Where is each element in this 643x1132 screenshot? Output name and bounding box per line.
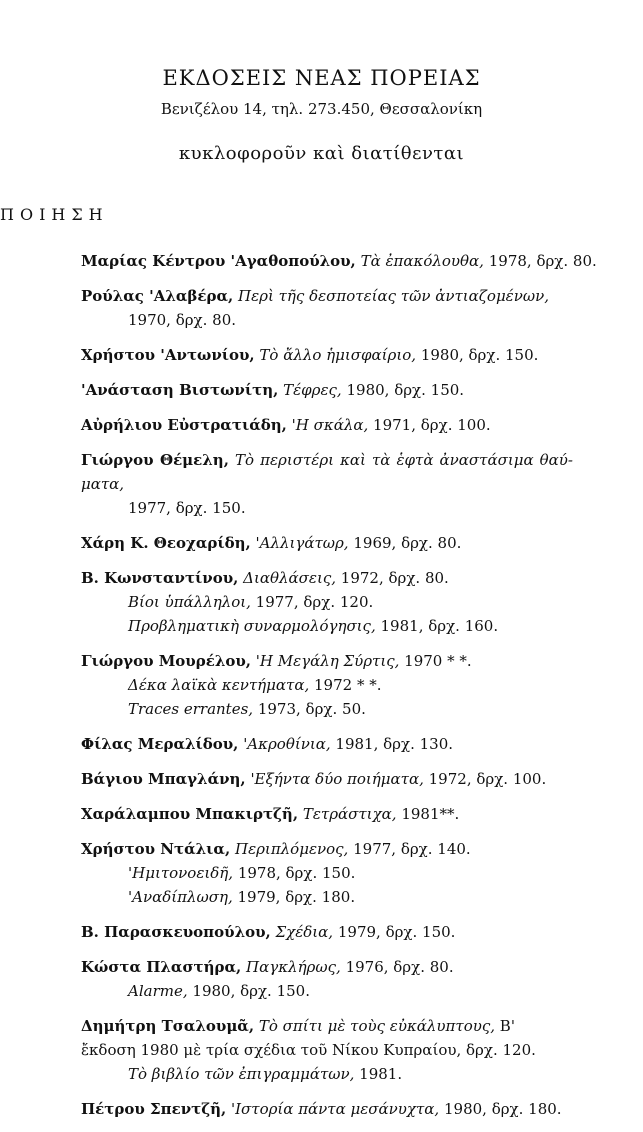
list-item	[81, 920, 573, 944]
entry-line	[81, 697, 573, 721]
book-details: 1976, δρχ. 80.	[345, 958, 454, 976]
entry-line	[81, 673, 573, 697]
author-name: Χρήστου Ντάλια,	[81, 840, 231, 858]
publisher-address: Βενιζέλου 14, τηλ. 273.450, Θεσσαλονίκη	[160, 100, 483, 118]
book-details: 1972 * *.	[314, 676, 382, 694]
book-title: Τὸ περιστέρι καὶ τὰ ἑφτὰ ἀναστάσιμα θαύ- ματα,	[81, 451, 573, 493]
book-title: Τὸ ἄλλο ἡμισφαίριο,	[259, 346, 417, 364]
entry-line	[81, 955, 573, 979]
publisher-name: ΕΚΔΟΣΕΙΣ ΝΕΑΣ ΠΟΡΕΙΑΣ	[162, 66, 481, 90]
book-details: 1973, δρχ. 50.	[257, 700, 366, 718]
book-details: 1977, δρχ. 150.	[128, 499, 246, 517]
author-name: Φίλας Μεραλίδου,	[81, 735, 239, 753]
book-title: Βίοι ὑπάλληλοι,	[128, 593, 251, 611]
book-details: 1980, δρχ. 150.	[192, 982, 310, 1000]
entry-line	[81, 496, 573, 520]
author-name: Κώστα Πλαστήρα,	[81, 958, 242, 976]
author-name: Πέτρου Σπεντζῆ,	[81, 1100, 227, 1118]
book-title: Περιπλόμενος,	[234, 840, 349, 858]
book-title: Τέφρες,	[283, 381, 342, 399]
section-title: ΠΟΙΗΣΗ	[0, 205, 109, 224]
book-title: Τὰ ἐπακόλουθα,	[360, 252, 484, 270]
list-item	[81, 249, 597, 273]
entry-line	[81, 531, 573, 555]
book-details: 1971, δρχ. 100.	[373, 416, 491, 434]
list-item	[81, 955, 573, 1003]
list-item	[81, 284, 573, 332]
book-details: Β' ἔκδοση 1980 μὲ τρία σχέδια τοῦ Νίκου Κυπραίου, δρχ. 120.	[81, 1017, 536, 1059]
book-list	[81, 249, 597, 1132]
author-name: Χαράλαμπου Μπακιρτζῆ,	[81, 805, 299, 823]
book-title: 'Αλλιγάτωρ,	[255, 534, 349, 552]
list-item	[81, 732, 573, 756]
book-title: Περὶ τῆς δεσποτείας τῶν ἀντιαζομένων,	[238, 287, 549, 305]
list-item	[81, 837, 573, 909]
book-title: Alarme,	[128, 982, 188, 1000]
book-title: 'Η σκάλα,	[291, 416, 369, 434]
entry-line	[81, 1062, 573, 1086]
book-details: 1981.	[359, 1065, 403, 1083]
book-title: 'Ιστορία πάντα μεσάνυχτα,	[230, 1100, 440, 1118]
book-title: Παγκλήρως,	[246, 958, 341, 976]
list-item	[81, 649, 573, 721]
entry-line	[81, 979, 573, 1003]
entry-line	[81, 308, 573, 332]
author-name: Γιώργου Θέμελη,	[81, 451, 229, 469]
author-name: Βάγιου Μπαγλάνη,	[81, 770, 246, 788]
book-details: 1980, δρχ. 150.	[346, 381, 465, 399]
entry-line	[81, 920, 573, 944]
book-details: 1978, δρχ. 150.	[237, 864, 356, 882]
list-item	[81, 531, 573, 555]
book-title: Traces errantes,	[128, 700, 254, 718]
entry-line	[81, 614, 573, 638]
book-title: Τὸ σπίτι μὲ τοὺς εὐκάλυπτους,	[258, 1017, 496, 1035]
list-item	[81, 767, 573, 791]
book-title: Σχέδια,	[275, 923, 334, 941]
entry-line	[81, 1097, 573, 1121]
list-item	[81, 378, 573, 402]
entry-line	[81, 802, 573, 826]
book-details: 1970 * *.	[404, 652, 472, 670]
entry-line	[81, 767, 573, 791]
book-details: 1980, δρχ. 150.	[420, 346, 539, 364]
book-title: Διαθλάσεις,	[243, 569, 336, 587]
book-details: 1980, δρχ. 180.	[443, 1100, 562, 1118]
book-title: 'Αναδίπλωση,	[128, 888, 233, 906]
book-title: 'Ακροθίνια,	[243, 735, 331, 753]
book-details: 1972, δρχ. 80.	[340, 569, 449, 587]
list-item	[81, 343, 573, 367]
book-title: Δέκα λαϊκὰ κεντήματα,	[128, 676, 310, 694]
list-item	[81, 566, 573, 638]
author-name: 'Ανάσταση Βιστωνίτη,	[81, 381, 279, 399]
book-title: 'Η Μεγάλη Σύρτις,	[255, 652, 400, 670]
book-title: Προβληματικὴ συναρμολόγησις,	[128, 617, 376, 635]
author-name: Μαρίας Κέντρου 'Αγαθοπούλου,	[81, 252, 356, 270]
book-details: 1978, δρχ. 80.	[488, 252, 597, 270]
entry-line	[81, 343, 573, 367]
book-title: 'Εξήντα δύο ποιήματα,	[250, 770, 424, 788]
entry-line	[81, 837, 573, 861]
author-name: Χρήστου 'Αντωνίου,	[81, 346, 255, 364]
entry-line	[81, 590, 573, 614]
entry-line	[81, 885, 573, 909]
author-name: Β. Παρασκευοπούλου,	[81, 923, 271, 941]
book-details: 1972, δρχ. 100.	[428, 770, 547, 788]
author-name: Αὐρήλιου Εὐστρατιάδη,	[81, 416, 287, 434]
book-details: 1977, δρχ. 120.	[255, 593, 374, 611]
list-item	[81, 413, 573, 437]
tagline: κυκλοφοροῦν καὶ διατίθενται	[178, 143, 465, 164]
book-title: Τὸ βιβλίο τῶν ἐπιγραμμάτων,	[128, 1065, 355, 1083]
list-item	[81, 1097, 573, 1121]
entry-line	[81, 284, 573, 308]
list-item	[81, 1014, 573, 1086]
book-details: 1969, δρχ. 80.	[353, 534, 462, 552]
author-name: Γιώργου Μουρέλου,	[81, 652, 251, 670]
book-details: 1981, δρχ. 160.	[380, 617, 499, 635]
entry-line	[81, 861, 573, 885]
book-details: 1970, δρχ. 80.	[128, 311, 237, 329]
book-details: 1981, δρχ. 130.	[335, 735, 454, 753]
entry-line	[81, 378, 573, 402]
entry-line	[81, 649, 573, 673]
entry-line	[81, 448, 573, 496]
entry-line	[81, 566, 573, 590]
book-details: 1979, δρχ. 180.	[237, 888, 356, 906]
author-name: Β. Κωνσταντίνου,	[81, 569, 239, 587]
book-details: 1979, δρχ. 150.	[337, 923, 456, 941]
book-title: 'Ημιτονοειδῆ,	[128, 864, 234, 882]
author-name: Χάρη Κ. Θεοχαρίδη,	[81, 534, 251, 552]
author-name: Ρούλας 'Αλαβέρα,	[81, 287, 234, 305]
list-item	[81, 448, 573, 520]
entry-line	[81, 249, 597, 273]
book-title: Τετράστιχα,	[302, 805, 397, 823]
entry-line	[81, 413, 573, 437]
entry-line	[81, 1014, 573, 1062]
entry-line	[81, 732, 573, 756]
author-name: Δημήτρη Τσαλουμᾶ,	[81, 1017, 255, 1035]
list-item	[81, 802, 573, 826]
book-details: 1977, δρχ. 140.	[353, 840, 471, 858]
book-details: 1981**.	[401, 805, 460, 823]
